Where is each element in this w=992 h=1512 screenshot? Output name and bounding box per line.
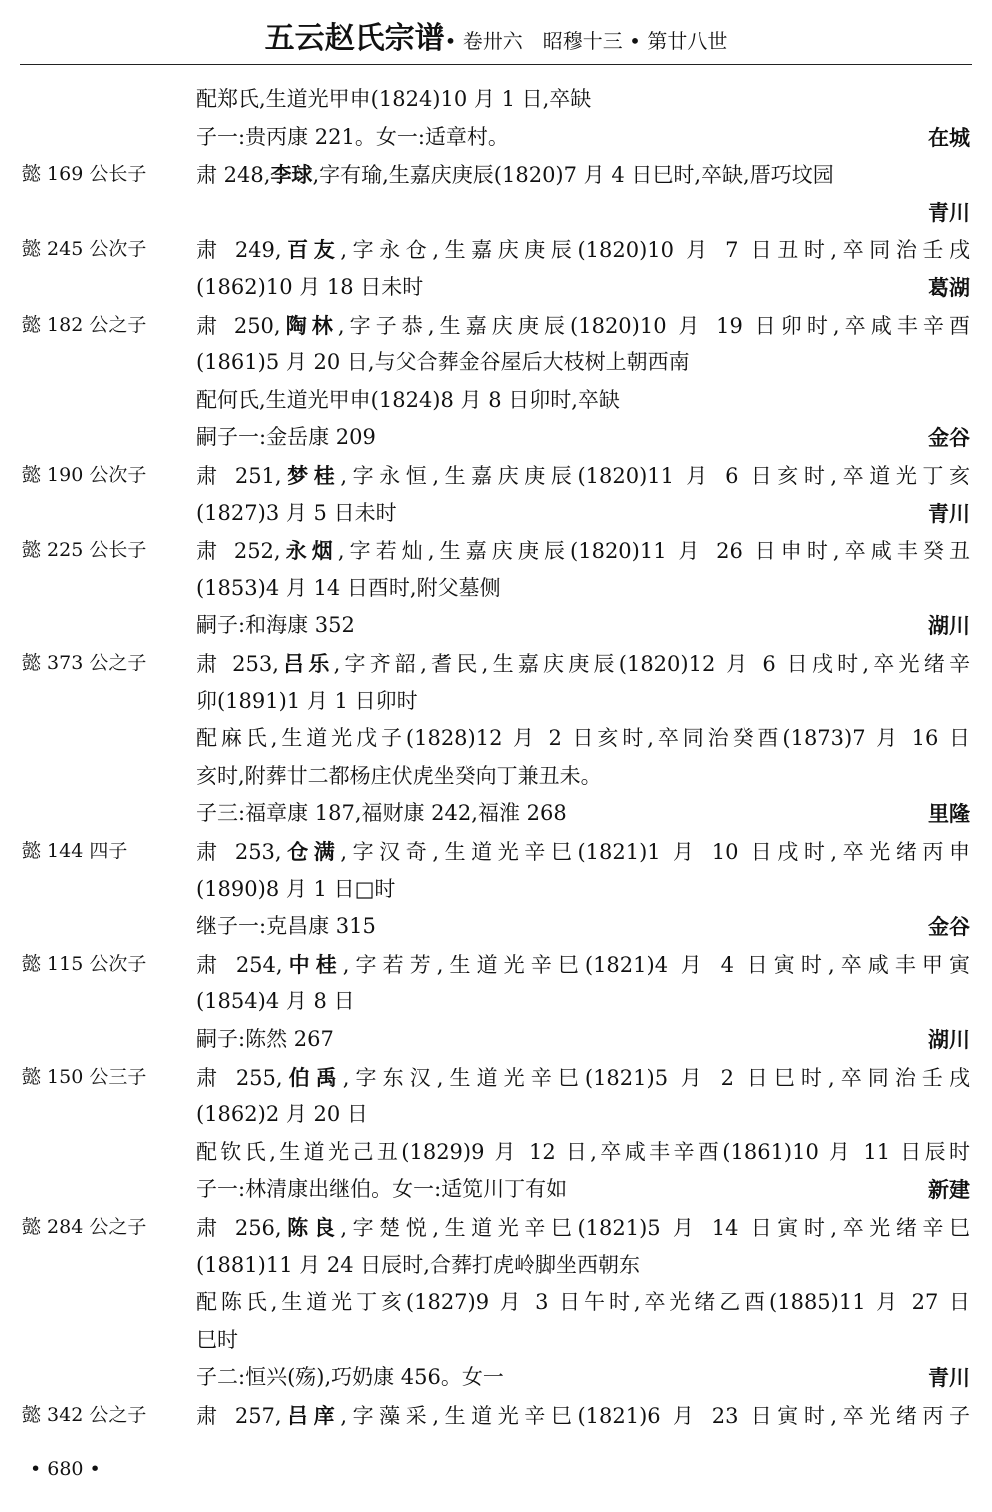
genealogy-entry — [0, 1059, 992, 1209]
residence-place: 里隆 — [928, 801, 970, 827]
entry-line — [196, 833, 970, 871]
entry-text: 肃 252,永烟,字若灿,生嘉庆庚辰(1820)11 月 26 日申时,卒咸丰癸丑 — [196, 538, 970, 564]
entry-text: (1861)5 月 20 日,与父合葬金谷屋后大枝树上朝西南 — [196, 350, 690, 375]
person-name: 中桂 — [282, 951, 343, 977]
entry-text: 卯(1891)1 月 1 日卯时 — [196, 688, 418, 713]
entry-text: 配麻氏,生道光戊子(1828)12 月 2 日亥时,卒同治癸酉(1873)7 月 16 日 — [196, 726, 970, 751]
entry-line — [196, 307, 970, 345]
entry-text: 肃 254,中桂,字若芳,生道光辛巳(1821)4 月 4 日寅时,卒咸丰甲寅 — [196, 951, 970, 977]
residence-place: 金谷 — [928, 425, 970, 451]
entry-line — [196, 532, 970, 570]
father-reference: 懿 115 公次子 — [22, 952, 147, 975]
person-name: 梦桂 — [281, 463, 341, 488]
father-reference: 懿 144 四子 — [22, 840, 128, 862]
residence-place: 青川 — [928, 1365, 970, 1391]
entry-line — [196, 1021, 970, 1059]
residence-place: 湖川 — [928, 613, 970, 639]
entry-text: (1881)11 月 24 日辰时,合葬打虎岭脚坐西朝东 — [196, 1252, 640, 1277]
father-reference: 懿 169 公长子 — [22, 163, 147, 186]
entry-text: 子一:林清康出继伯。女一:适笕川丁有如 — [196, 1177, 568, 1202]
person-name: 吕乐 — [278, 651, 334, 676]
person-name: 百友 — [281, 237, 341, 263]
entry-line — [196, 1096, 970, 1134]
genealogy-entry — [0, 645, 992, 833]
person-name: 陶林 — [280, 312, 338, 338]
page-header — [0, 14, 992, 64]
genealogy-entry — [0, 156, 992, 231]
person-name: 仓满 — [281, 839, 341, 864]
entry-line — [196, 344, 970, 382]
person-name: 李球 — [270, 162, 313, 188]
genealogy-entry — [0, 1209, 992, 1397]
entry-text: 配郑氏,生道光甲申(1824)10 月 1 日,卒缺 — [196, 87, 592, 111]
page-number: • 680 • — [30, 1458, 101, 1480]
entry-text: (1827)3 月 5 日未时 — [196, 500, 397, 525]
entry-line — [196, 495, 970, 533]
entry-line — [196, 119, 970, 157]
entry-text: 子二:恒兴(殇),巧奶康 456。女一 — [196, 1365, 504, 1390]
entry-text: 嗣子一:金岳康 209 — [196, 425, 376, 450]
genealogy-entry — [0, 1397, 992, 1435]
entry-line — [196, 720, 970, 758]
entry-text: 肃 251,梦桂,字永恒,生嘉庆庚辰(1820)11 月 6 日亥时,卒道光丁亥 — [196, 463, 970, 488]
entry-line — [196, 1397, 970, 1435]
genealogy-entry — [0, 457, 992, 532]
entry-text: 肃 248,李球,字有瑜,生嘉庆庚辰(1820)7 月 4 日巳时,卒缺,厝巧坟园 — [196, 162, 834, 188]
entry-line — [196, 194, 970, 232]
entry-line — [196, 570, 970, 608]
entry-line — [196, 382, 970, 420]
father-reference: 懿 245 公次子 — [22, 238, 147, 261]
father-reference: 懿 182 公之子 — [22, 313, 147, 336]
residence-place: 青川 — [928, 199, 970, 225]
genealogy-entry — [0, 532, 992, 645]
genealogy-entry — [0, 231, 992, 306]
header-rule — [20, 64, 972, 65]
entry-text: (1862)2 月 20 日 — [196, 1102, 368, 1127]
entry-line — [196, 795, 970, 833]
entry-line — [196, 457, 970, 495]
entry-text: 巳时 — [196, 1327, 238, 1352]
person-name: 吕庠 — [281, 1403, 341, 1428]
entry-text: 肃 256,陈良,字楚悦,生道光辛巳(1821)5 月 14 日寅时,卒光绪辛巳 — [196, 1215, 970, 1240]
entry-text: (1853)4 月 14 日酉时,附父墓侧 — [196, 575, 501, 600]
entry-text: 嗣子:陈然 267 — [196, 1026, 334, 1051]
person-name: 伯禹 — [282, 1064, 343, 1090]
entry-text: 肃 255,伯禹,字东汉,生道光辛巳(1821)5 月 2 日巳时,卒同治壬戌 — [196, 1064, 970, 1090]
entry-text: 肃 249,百友,字永仓,生嘉庆庚辰(1820)10 月 7 日丑时,卒同治壬戌 — [196, 237, 970, 263]
entry-text: 子三:福章康 187,福财康 242,福淮 268 — [196, 801, 567, 826]
entry-text: 肃 253,吕乐,字齐韶,耆民,生嘉庆庚辰(1820)12 月 6 日戌时,卒光绪辛 — [196, 651, 970, 676]
person-name: 永烟 — [280, 538, 338, 564]
entry-text: 配陈氏,生道光丁亥(1827)9 月 3 日午时,卒光绪乙酉(1885)11 月 27 日 — [196, 1290, 970, 1315]
person-name: 陈良 — [281, 1215, 341, 1240]
entry-text: (1862)10 月 18 日未时 — [196, 274, 424, 299]
entry-text: (1854)4 月 8 日 — [196, 989, 355, 1014]
entry-line — [196, 81, 970, 119]
entry-text: (1890)8 月 1 日□时 — [196, 876, 396, 901]
father-reference: 懿 150 公三子 — [22, 1065, 147, 1088]
entry-text: 配钦氏,生道光己丑(1829)9 月 12 日,卒咸丰辛酉(1861)10 月 11 日辰时 — [196, 1139, 970, 1164]
entry-line — [196, 683, 970, 721]
father-reference: 懿 342 公之子 — [22, 1404, 147, 1426]
entry-line — [196, 1284, 970, 1322]
book-title: 五云赵氏宗谱 — [264, 21, 445, 56]
entry-line — [196, 419, 970, 457]
entry-line — [196, 269, 970, 307]
entry-line — [196, 156, 970, 194]
residence-place: 青川 — [928, 500, 970, 526]
entry-text: 肃 253,仓满,字汉奇,生道光辛巳(1821)1 月 10 日戌时,卒光绪丙申 — [196, 839, 970, 864]
father-reference: 懿 284 公之子 — [22, 1216, 147, 1238]
entry-line — [196, 1247, 970, 1285]
residence-place: 葛湖 — [928, 274, 970, 300]
entry-line — [196, 758, 970, 796]
entry-text: 嗣子:和海康 352 — [196, 613, 355, 638]
entry-line — [196, 908, 970, 946]
entry-line — [196, 1059, 970, 1097]
chapter-subtitle: • 卷卅六 昭穆十三 • 第廿八世 — [444, 29, 728, 53]
residence-place: 金谷 — [928, 914, 970, 940]
entry-line — [196, 1359, 970, 1397]
entry-line — [196, 1171, 970, 1209]
entry-text: 肃 257,吕庠,字藻采,生道光辛巳(1821)6 月 23 日寅时,卒光绪丙子 — [196, 1403, 970, 1428]
residence-place: 新建 — [928, 1177, 970, 1203]
father-reference: 懿 373 公之子 — [22, 652, 147, 674]
entry-text: 肃 250,陶林,字子恭,生嘉庆庚辰(1820)10 月 19 日卯时,卒咸丰辛酉 — [196, 312, 970, 338]
entry-text: 配何氏,生道光甲申(1824)8 月 8 日卯时,卒缺 — [196, 387, 620, 412]
entry-line — [196, 946, 970, 984]
entry-line — [196, 983, 970, 1021]
entry-line — [196, 871, 970, 909]
entry-line — [196, 645, 970, 683]
residence-place: 在城 — [928, 124, 970, 150]
entry-line — [196, 1322, 970, 1360]
father-reference: 懿 225 公长子 — [22, 539, 147, 562]
entry-line — [196, 607, 970, 645]
father-reference: 懿 190 公次子 — [22, 464, 147, 486]
genealogy-entry — [0, 833, 992, 946]
entry-text: 亥时,附葬廿二都杨庄伏虎坐癸向丁兼丑未。 — [196, 763, 602, 788]
residence-place: 湖川 — [928, 1026, 970, 1052]
entry-text: 子一:贵丙康 221。女一:适章村。 — [196, 124, 509, 149]
entry-text: 继子一:克昌康 315 — [196, 914, 376, 939]
genealogy-entry — [0, 81, 992, 156]
genealogy-entry — [0, 307, 992, 457]
entry-line — [196, 1134, 970, 1172]
entry-line — [196, 231, 970, 269]
genealogy-entry — [0, 946, 992, 1059]
entry-line — [196, 1209, 970, 1247]
